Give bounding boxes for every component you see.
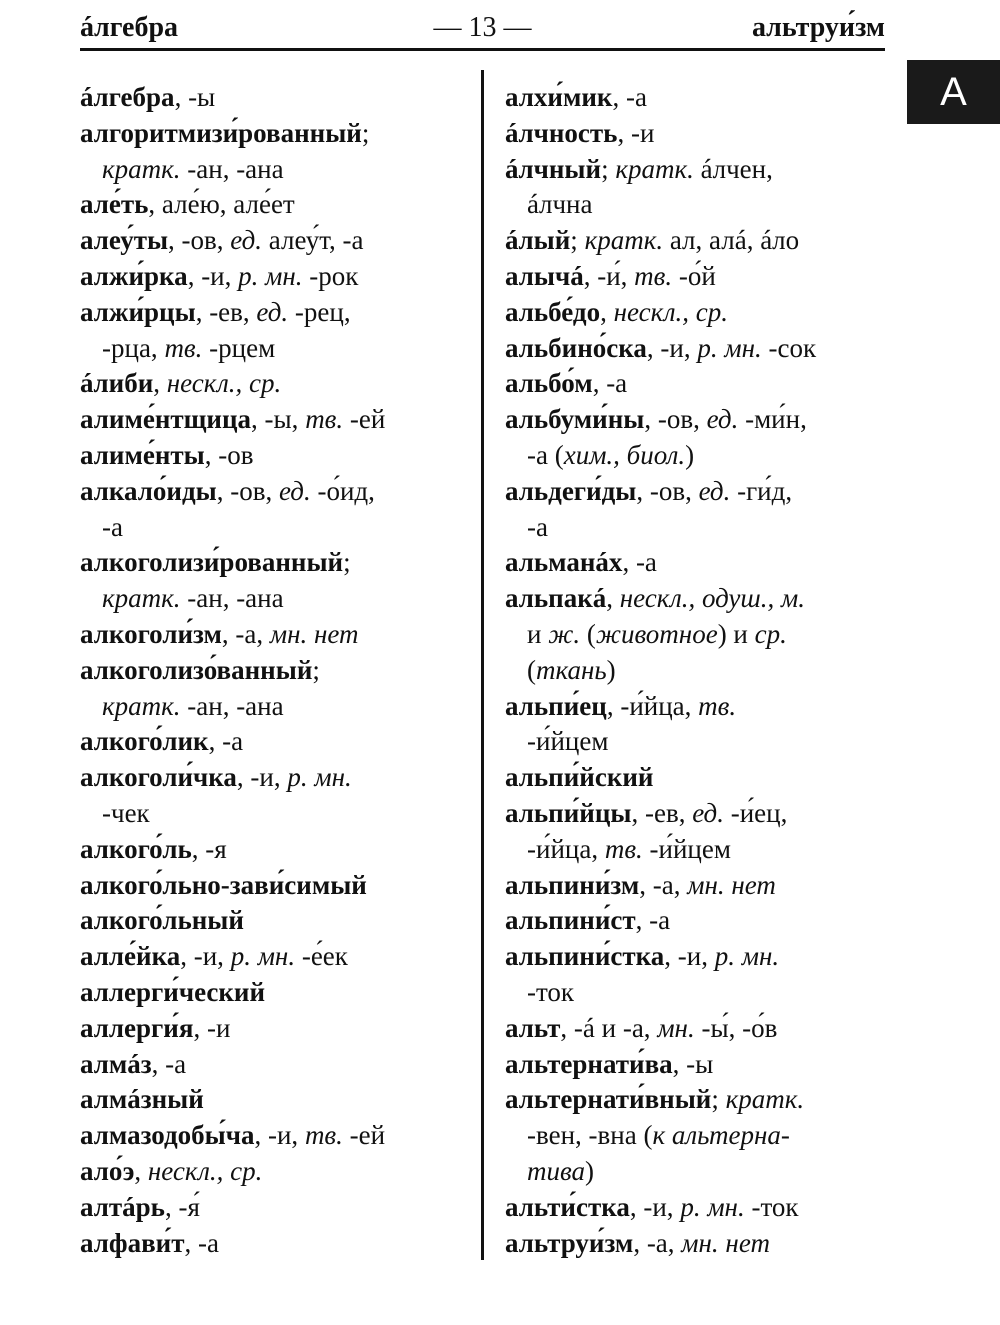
headword: альпини́стка	[505, 941, 665, 972]
entry-text: -о́й	[672, 260, 716, 291]
headword: алкого́льно-зави́симый	[80, 869, 367, 900]
entry-continuation-line	[505, 653, 895, 689]
headword: аллерги́ческий	[80, 976, 266, 1007]
entry-line	[80, 80, 475, 116]
grammar-note: ср.	[754, 618, 787, 649]
entry-line	[80, 223, 475, 259]
entry-line	[80, 903, 475, 939]
entry-text: ,	[134, 1155, 148, 1186]
entry-text: -рца,	[102, 332, 165, 363]
headword: альтруи́зм	[505, 1227, 634, 1258]
entry-text: , -и	[193, 1012, 231, 1043]
grammar-note: тв.	[304, 1120, 343, 1151]
entry-line	[505, 796, 895, 832]
entry-continuation-line	[505, 510, 895, 546]
entry-line	[80, 438, 475, 474]
entry-line	[80, 1226, 475, 1262]
grammar-note: хим., биол.	[563, 439, 686, 470]
entry-text: -ан, -ана	[180, 153, 284, 184]
headword: ало́э	[80, 1155, 135, 1186]
entry-continuation-line	[80, 510, 475, 546]
entry-text: , -и́,	[583, 260, 635, 291]
entry-line	[80, 259, 475, 295]
grammar-note: кратк.	[102, 153, 181, 184]
grammar-note: кратк.	[615, 153, 694, 184]
grammar-note: тв.	[164, 332, 203, 363]
entry-continuation-line	[505, 1154, 895, 1190]
entry-text: ,	[606, 583, 620, 614]
headword: алкого́льный	[80, 905, 244, 936]
entry-text: -и́йцем	[642, 833, 731, 864]
entry-text: áлчен,	[693, 153, 773, 184]
entry-text: áлчна	[527, 189, 593, 220]
headword: альтернати́ва	[505, 1048, 673, 1079]
grammar-note: кратк.	[102, 690, 181, 721]
entry-text: ;	[343, 547, 351, 578]
entry-line	[80, 402, 475, 438]
entry-text: ;	[361, 117, 370, 148]
entry-line	[80, 1082, 475, 1118]
entry-continuation-line	[505, 975, 895, 1011]
headword: але́ть	[80, 189, 149, 220]
headword: алиме́нтщица	[80, 404, 252, 435]
entry-line	[505, 366, 895, 402]
headword: алкоголи́зм	[80, 618, 222, 649]
headword: альдеги́ды	[505, 475, 637, 506]
grammar-note: нескл., ср.	[147, 1155, 263, 1186]
entry-text: -а	[102, 511, 123, 542]
entry-text: )	[606, 654, 616, 685]
headword: алжи́рка	[80, 260, 188, 291]
right-column	[505, 80, 895, 1261]
entry-text: , -ов	[204, 439, 254, 470]
entry-continuation-line	[505, 724, 895, 760]
entry-line	[505, 152, 895, 188]
entry-line	[80, 724, 475, 760]
grammar-note: мн. нет	[687, 869, 776, 900]
entry-text: , -ов,	[644, 404, 707, 435]
entry-text: -ей	[342, 1120, 386, 1151]
entry-text: , -а	[592, 368, 628, 399]
entry-text: , -ев,	[631, 797, 693, 828]
entry-text: -е́ек	[295, 941, 348, 972]
entry-line	[505, 868, 895, 904]
headword: алкоголизи́рованный	[80, 547, 344, 578]
entry-text: -и́ец,	[723, 797, 788, 828]
entry-line	[505, 116, 895, 152]
grammar-note: мн. нет	[681, 1227, 770, 1258]
column-divider	[481, 70, 484, 1260]
entry-text: ;	[570, 225, 585, 256]
entry-text: , -и	[617, 117, 655, 148]
entry-text: , -а,	[639, 869, 688, 900]
headword: алфави́т	[80, 1227, 185, 1258]
entry-text: , -я	[191, 833, 227, 864]
header-last-entry: альтруи́зм	[751, 12, 885, 43]
grammar-note: р. мн.	[238, 260, 303, 291]
entry-text: -ток	[744, 1191, 799, 1222]
entry-text: , -а,	[221, 618, 270, 649]
entry-line	[505, 903, 895, 939]
entry-text: , -ы	[174, 82, 216, 112]
headword: альтернати́вный	[505, 1084, 712, 1115]
entry-line	[80, 939, 475, 975]
headword: áлчность	[505, 117, 618, 148]
entry-text: (	[580, 618, 596, 649]
entry-text: , -я́	[164, 1191, 200, 1222]
grammar-note: ж.	[548, 618, 581, 649]
grammar-note: кратк.	[102, 583, 181, 614]
grammar-note: р. мн.	[714, 941, 780, 972]
entry-line	[505, 402, 895, 438]
entry-text: -ы́, -о́в	[694, 1012, 778, 1043]
entry-text: , -ов,	[168, 225, 231, 256]
headword: áлый	[505, 225, 571, 256]
entry-line	[505, 545, 895, 581]
entry-text: -ги́д,	[730, 475, 793, 506]
entry-line	[505, 259, 895, 295]
entry-line	[505, 1190, 895, 1226]
entry-text: -ан, -ана	[180, 690, 284, 721]
entry-text: -вен, -вна (	[527, 1120, 653, 1151]
entry-continuation-line	[505, 187, 895, 223]
entry-text: -сок	[761, 332, 817, 363]
entry-text: , -á и -а,	[560, 1012, 658, 1043]
entry-text: ;	[601, 153, 616, 184]
entry-text: , -ов,	[216, 475, 279, 506]
running-header	[80, 8, 885, 48]
grammar-note: кратк.	[725, 1084, 805, 1115]
grammar-note: мн. нет	[269, 618, 359, 649]
entry-text: , -и,	[646, 332, 698, 363]
headword: алгоритмизи́рованный	[80, 117, 362, 148]
entry-line	[505, 80, 895, 116]
entry-line	[80, 1154, 475, 1190]
entry-text: )	[685, 439, 695, 470]
headword: алжи́рцы	[80, 296, 196, 327]
headword: альбино́ска	[505, 332, 647, 363]
headword: алмáз	[80, 1048, 152, 1079]
entry-text: , -а,	[633, 1227, 682, 1258]
grammar-note: р. мн.	[230, 941, 296, 972]
entry-line	[505, 689, 895, 725]
grammar-note: ткань	[536, 654, 607, 685]
entry-text: , -а	[622, 547, 657, 578]
headword: альбуми́ны	[505, 404, 645, 435]
grammar-note: к альтерна-	[652, 1120, 790, 1151]
entry-text: -чек	[102, 797, 150, 828]
entry-text: , -и,	[236, 762, 288, 793]
headword: алеу́ты	[80, 225, 169, 256]
entry-line	[80, 1047, 475, 1083]
grammar-note: тв.	[305, 404, 344, 435]
entry-text: , -и,	[187, 260, 239, 291]
entry-continuation-line	[505, 832, 895, 868]
headword: альпини́ст	[505, 905, 636, 936]
entry-text: -а (	[527, 439, 564, 470]
grammar-note: р. мн.	[287, 762, 352, 793]
entry-line	[80, 1190, 475, 1226]
headword: альманáх	[505, 547, 623, 578]
left-column	[80, 80, 475, 1261]
thumb-index-tab[interactable]: А	[907, 60, 1000, 124]
entry-continuation-line	[80, 331, 475, 367]
headword: альпи́йцы	[505, 797, 632, 828]
entry-line	[505, 760, 895, 796]
grammar-note: нескл., ср.	[166, 368, 282, 399]
grammar-note: тв.	[604, 833, 643, 864]
entry-text: , але́ю, але́ет	[148, 189, 295, 220]
entry-continuation-line	[80, 796, 475, 832]
entry-text: алеу́т, -а	[262, 225, 364, 256]
header-first-entry: áлгебра	[80, 12, 179, 43]
entry-line	[80, 832, 475, 868]
entry-line	[80, 1011, 475, 1047]
entry-line	[505, 1011, 895, 1047]
entry-text: , -и,	[629, 1191, 681, 1222]
entry-text: ал, алá, áло	[663, 225, 800, 256]
entry-text: -ток	[527, 976, 575, 1007]
grammar-note: р. мн.	[697, 332, 762, 363]
entry-text: -и́йцем	[527, 726, 609, 757]
entry-text: -и́йца,	[527, 833, 605, 864]
headword: алычá	[505, 260, 584, 291]
entry-continuation-line	[505, 617, 895, 653]
headword: алкого́лик	[80, 726, 209, 757]
grammar-note: ед.	[230, 225, 263, 256]
grammar-note: тв.	[634, 260, 673, 291]
entry-text: , -ы,	[251, 404, 306, 435]
headword: алиме́нты	[80, 439, 205, 470]
headword: áлгебра	[80, 82, 175, 112]
headword: алмáзный	[80, 1084, 204, 1115]
headword: альбе́до	[505, 296, 601, 327]
headword: алмазодобы́ча	[80, 1120, 255, 1151]
entry-line	[80, 295, 475, 331]
entry-line	[80, 187, 475, 223]
entry-text: -рец,	[288, 296, 351, 327]
entry-text: -рцем	[202, 332, 276, 363]
entry-line	[505, 1226, 895, 1262]
entry-line	[505, 474, 895, 510]
grammar-note: кратк.	[584, 225, 664, 256]
entry-text: -ан, -ана	[180, 583, 284, 614]
headword: альти́стка	[505, 1191, 630, 1222]
grammar-note: животное	[595, 618, 718, 649]
entry-text: , -и́йца,	[606, 690, 699, 721]
headword: альпакá	[505, 583, 607, 614]
entry-text: , -ов,	[636, 475, 699, 506]
entry-line	[80, 474, 475, 510]
entry-line	[505, 581, 895, 617]
entry-text: -о́ид,	[310, 475, 375, 506]
entry-text: -рок	[302, 260, 359, 291]
grammar-note: нескл., ср.	[613, 296, 729, 327]
entry-line	[80, 366, 475, 402]
entry-text: , -и,	[664, 941, 715, 972]
grammar-note: ед.	[706, 404, 739, 435]
headword: алле́йка	[80, 941, 181, 972]
grammar-note: ед.	[692, 797, 724, 828]
entry-text: )	[585, 1155, 595, 1186]
entry-continuation-line	[80, 152, 475, 188]
headword: аллерги́я	[80, 1012, 194, 1043]
entry-text: , -ев,	[195, 296, 257, 327]
headword: алкоголизо́ванный	[80, 654, 313, 685]
grammar-note: ед.	[278, 475, 311, 506]
headword: алкало́иды	[80, 475, 217, 506]
grammar-note: тива	[527, 1155, 586, 1186]
entry-text: , -а	[612, 82, 647, 112]
entry-line	[80, 868, 475, 904]
entry-text: ;	[312, 654, 320, 685]
entry-line	[505, 939, 895, 975]
entry-text: и	[527, 618, 549, 649]
entry-text: ,	[600, 296, 614, 327]
entry-line	[505, 1082, 895, 1118]
headword: альпини́зм	[505, 869, 640, 900]
entry-continuation-line	[505, 438, 895, 474]
entry-line	[505, 223, 895, 259]
entry-line	[80, 116, 475, 152]
headword: áлчный	[505, 153, 602, 184]
entry-text: -а	[527, 511, 548, 542]
headword: альбо́м	[505, 368, 593, 399]
entry-text: ;	[711, 1084, 726, 1115]
entry-continuation-line	[80, 689, 475, 725]
entry-text: , -а	[184, 1227, 219, 1258]
entry-text: , -а	[151, 1048, 187, 1079]
entry-line	[80, 653, 475, 689]
headword: алкоголи́чка	[80, 762, 237, 793]
entry-line	[80, 1118, 475, 1154]
entry-text: , -а	[208, 726, 244, 757]
entry-text: ,	[153, 368, 167, 399]
entry-continuation-line	[505, 1118, 895, 1154]
entry-line	[80, 545, 475, 581]
entry-text: -ей	[343, 404, 386, 435]
entry-line	[80, 617, 475, 653]
headword: алхи́мик	[505, 82, 613, 112]
entry-text: , -ы	[672, 1048, 714, 1079]
entry-text: , -а	[635, 905, 671, 936]
entry-text: , -и,	[254, 1120, 305, 1151]
grammar-note: р. мн.	[680, 1191, 745, 1222]
headword: алтáрь	[80, 1191, 165, 1222]
grammar-note: ед.	[256, 296, 289, 327]
page-number: — 13 —	[433, 12, 532, 43]
headword: алкого́ль	[80, 833, 192, 864]
entry-text: -ми́н,	[738, 404, 807, 435]
entry-line	[505, 295, 895, 331]
header-rule	[80, 48, 885, 51]
entry-text: (	[527, 654, 536, 685]
grammar-note: ед.	[698, 475, 731, 506]
entry-text: , -и,	[180, 941, 231, 972]
headword: áлиби	[80, 368, 154, 399]
entry-continuation-line	[80, 581, 475, 617]
grammar-note: мн.	[657, 1012, 695, 1043]
headword: альт	[505, 1012, 561, 1043]
grammar-note: нескл., одуш., м.	[619, 583, 806, 614]
entry-line	[505, 331, 895, 367]
entry-line	[505, 1047, 895, 1083]
headword: альпи́ец	[505, 690, 607, 721]
entry-line	[80, 760, 475, 796]
entry-text: ) и	[717, 618, 755, 649]
entry-line	[80, 975, 475, 1011]
headword: альпи́йский	[505, 762, 654, 793]
grammar-note: тв.	[698, 690, 737, 721]
